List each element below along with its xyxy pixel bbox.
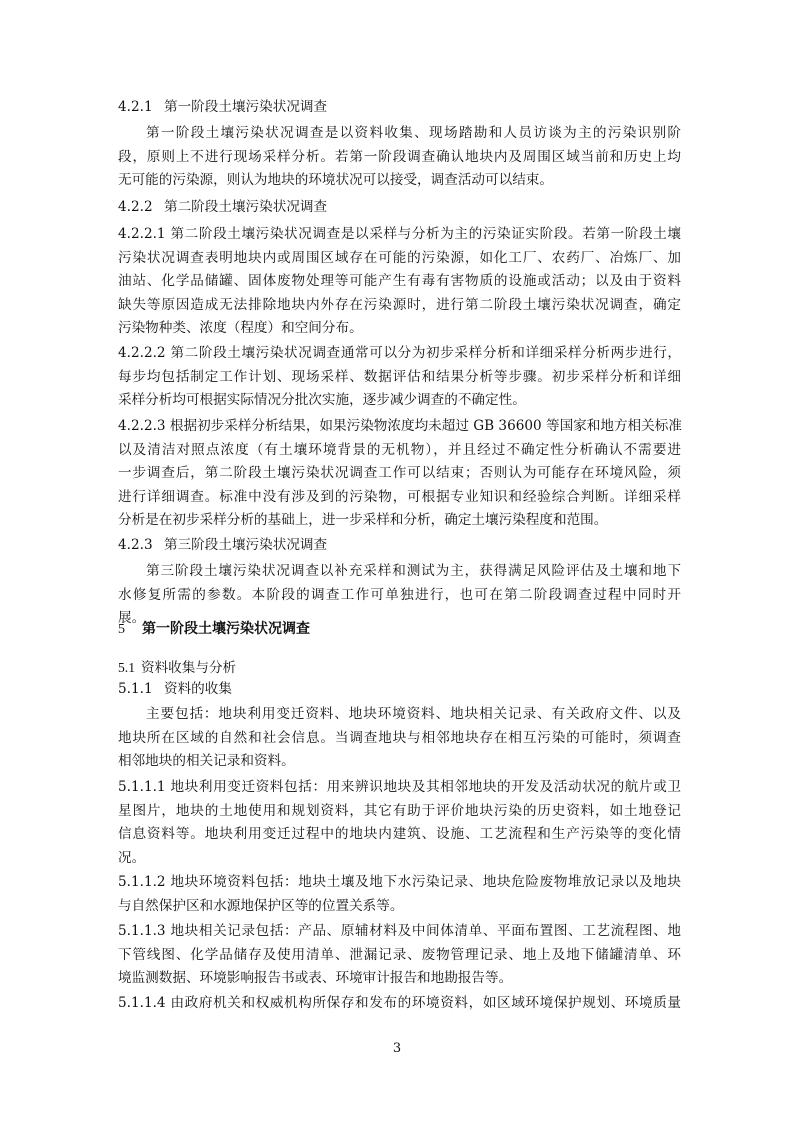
- paragraph-line: 污染状况调查表明地块内或周围区域存在可能的污染源，如化工厂、农药厂、冶炼厂、加: [118, 249, 681, 266]
- paragraph-line: 分析是在初步采样分析的基础上，进一步采样和分析，确定土壤污染程度和范围。: [118, 512, 608, 529]
- heading-number: 5.1: [118, 660, 135, 675]
- paragraph-line: 第三阶段土壤污染状况调查以补充采样和测试为主，获得满足风险评估及土壤和地下: [146, 563, 681, 579]
- heading-title: 第二阶段土壤污染状况调查: [164, 199, 328, 215]
- subsection-heading: [118, 198, 327, 216]
- paragraph-line: 5.1.1.4 由政府机关和权威机构所保存和发布的环境资料，如区域环境保护规划、环境质量: [118, 995, 681, 1011]
- paragraph-line: 4.2.2.2 第二阶段土壤污染状况调查通常可以分为初步采样分析和详细采样分析两步进行，: [118, 345, 681, 361]
- paragraph-line: 主要包括：地块利用变迁资料、地块环境资料、地块相关记录、有关政府文件、以及: [146, 706, 681, 722]
- paragraph-line: 相邻地块的相关记录和资料。: [118, 753, 295, 770]
- paragraph-line: 进行详细调查。标准中没有涉及到的污染物，可根据专业知识和经验综合判断。详细采样: [118, 488, 681, 505]
- heading-title: 第三阶段土壤污染状况调查: [164, 537, 328, 553]
- paragraph-line: 境监测数据、环境影响报告书或表、环境审计报告和地勘报告等。: [118, 970, 513, 987]
- paragraph-line: 星图片，地块的土地使用和规划资料，其它有助于评价地块污染的历史资料，如土地登记: [118, 802, 681, 819]
- paragraph-line: 5.1.1.2 地块环境资料包括：地块土壤及地下水污染记录、地块危险废物堆放记录以及地块: [118, 874, 681, 890]
- paragraph-line: 一步调查后，第二阶段土壤污染状况调查工作可以结束；否则认为可能存在环境风险，须: [118, 465, 681, 482]
- paragraph-line: 油站、化学品储罐、固体废物处理等可能产生有毒有害物质的设施或活动；以及由于资料: [118, 273, 681, 290]
- subsection-title: [118, 656, 236, 676]
- paragraph-line: 况。: [118, 849, 146, 866]
- heading-number: 5: [118, 622, 125, 637]
- paragraph-line: 5.1.1.1 地块利用变迁资料包括：用来辨识地块及其相邻地块的开发及活动状况的航片或卫: [118, 779, 681, 795]
- paragraph-line: 污染物种类、浓度（程度）和空间分布。: [118, 320, 363, 337]
- paragraph-line: 第一阶段土壤污染状况调查是以资料收集、现场踏勘和人员访谈为主的污染识别阶: [146, 125, 681, 141]
- paragraph-line: 下管线图、化学品储存及使用清单、泄漏记录、废物管理记录、地上及地下储罐清单、环: [118, 946, 681, 963]
- subsection-heading: [118, 680, 232, 698]
- subsection-heading: [118, 536, 327, 554]
- paragraph-line: 展。: [118, 610, 146, 627]
- heading-title: 第一阶段土壤污染状况调查: [164, 99, 328, 115]
- heading-number: 4.2.3: [118, 537, 153, 553]
- paragraph-line: 以及清洁对照点浓度（有土壤环境背景的无机物），并且经过不确定性分析确认不需要进: [118, 441, 681, 458]
- paragraph-line: 5.1.1.3 地块相关记录包括：产品、原辅材料及中间体清单、平面布置图、工艺流程图、地: [118, 923, 681, 939]
- subsection-heading: [118, 98, 327, 116]
- page-number: 3: [392, 1041, 402, 1056]
- paragraph-line: 段，原则上不进行现场采样分析。若第一阶段调查确认地块内及周围区域当前和历史上均: [118, 148, 681, 165]
- paragraph-line: 水修复所需的参数。本阶段的调查工作可单独进行，也可在第二阶段调查过程中同时开: [118, 586, 681, 603]
- paragraph-line: 无可能的污染源，则认为地块的环境状况可以接受，调查活动可以结束。: [118, 172, 553, 189]
- heading-number: 5.1.1: [118, 681, 153, 697]
- paragraph-line: 4.2.2.1 第二阶段土壤污染状况调查是以采样与分析为主的污染证实阶段。若第一阶段土壤: [118, 226, 681, 242]
- paragraph-line: 采样分析均可根据实际情况分批次实施，逐步减少调查的不确定性。: [118, 392, 526, 409]
- heading-number: 4.2.2: [118, 199, 153, 215]
- paragraph-line: 4.2.2.3 根据初步采样分析结果，如果污染物浓度均未超过 GB 36600 等国家和地方相关标准: [118, 418, 682, 434]
- section-heading: [118, 618, 310, 638]
- paragraph-line: 缺失等原因造成无法排除地块内外存在污染源时，进行第二阶段土壤污染状况调查，确定: [118, 296, 681, 313]
- heading-number: 4.2.1: [118, 99, 153, 115]
- paragraph-line: 与自然保护区和水源地保护区等的位置关系等。: [118, 897, 404, 914]
- heading-title: 资料收集与分析: [141, 660, 237, 676]
- heading-title: 资料的收集: [164, 681, 232, 697]
- paragraph-line: 每步均包括制定工作计划、现场采样、数据评估和结果分析等步骤。初步采样分析和详细: [118, 368, 681, 385]
- paragraph-line: 地块所在区域的自然和社会信息。当调查地块与相邻地块存在相互污染的可能时，须调查: [118, 729, 681, 746]
- paragraph-line: 信息资料等。地块利用变迁过程中的地块内建筑、设施、工艺流程和生产污染等的变化情: [118, 826, 681, 843]
- heading-title: 第一阶段土壤污染状况调查: [142, 621, 310, 637]
